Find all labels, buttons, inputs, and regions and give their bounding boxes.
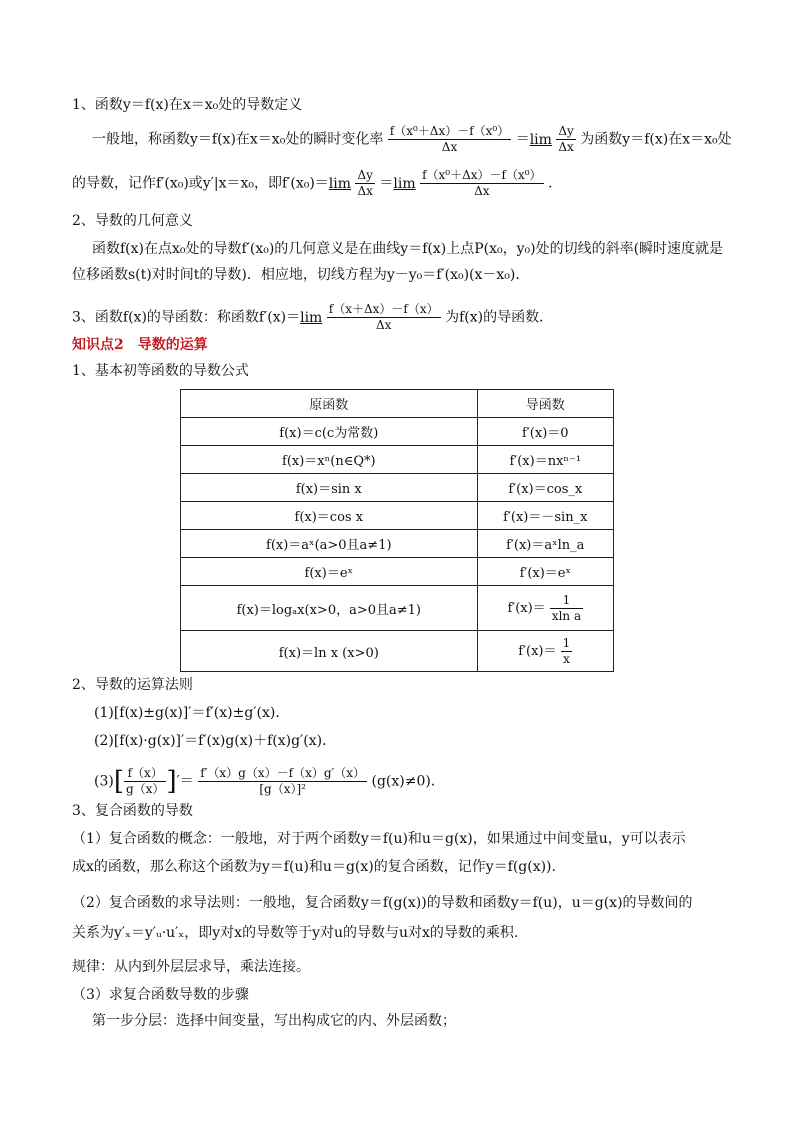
knowledge-point-2-heading: 知识点2 导数的运算 xyxy=(72,337,208,353)
basic-formulas-title: 1、基本初等函数的导数公式 xyxy=(72,363,249,379)
derived-function-text-end: 为f(x)的导函数． xyxy=(445,309,554,326)
prime-equals: ′＝ xyxy=(176,773,194,790)
table-row xyxy=(181,502,614,530)
derived-function-quotient xyxy=(327,302,441,333)
fraction-denominator: xln a xyxy=(551,608,582,623)
log-derivative-fraction xyxy=(550,593,583,624)
header-derivative-function: 导函数 xyxy=(477,390,613,418)
fraction-numerator: f（x⁰＋Δx）－f（x⁰） xyxy=(422,168,542,182)
period: . xyxy=(548,175,553,192)
fraction-denominator: Δx xyxy=(357,184,373,198)
table-cell: f(x)＝eˣ xyxy=(181,558,478,586)
table-cell xyxy=(477,586,613,631)
limit-symbol: lim xyxy=(393,175,416,192)
table-cell: f(x)＝aˣ(a>0且a≠1) xyxy=(181,530,478,558)
table-row xyxy=(181,446,614,474)
left-bracket: [ xyxy=(113,766,124,797)
fraction-denominator: x xyxy=(563,651,570,666)
table-cell: f′(x)＝0 xyxy=(477,418,613,446)
definition-text: 一般地，称函数y＝f(x)在x＝x₀处的瞬时变化率 xyxy=(92,131,384,148)
composite-pattern: 规律：从内到外层层求导，乘法连接。 xyxy=(72,959,310,975)
table-cell: f(x)＝ln x (x>0) xyxy=(181,631,478,672)
right-bracket: ] xyxy=(166,766,177,797)
section-1-title: 1、函数y＝f(x)在x＝x₀处的导数定义 xyxy=(72,97,303,113)
section-2-para-2: 位移函数s(t)对时间t的导数)．相应地，切线方程为y－y₀＝f′(x₀)(x－x₀)． xyxy=(72,267,530,283)
table-row xyxy=(181,418,614,446)
rule-2: (2)[f(x)·g(x)]′＝f′(x)g(x)＋f(x)g′(x)． xyxy=(94,733,337,749)
derivative-prefix: f′(x)＝ xyxy=(507,600,546,616)
table-cell: f′(x)＝cos_x xyxy=(477,474,613,502)
section-1-para-2 xyxy=(72,168,722,199)
composite-concept-line-1: （1）复合函数的概念：一般地，对于两个函数y＝f(u)和u＝g(x)，如果通过中间变量u，y可以表示 xyxy=(72,831,686,847)
fraction-numerator: 1 xyxy=(550,593,583,609)
rule-number: (3) xyxy=(94,773,114,790)
table-cell: f(x)＝c(c为常数) xyxy=(181,418,478,446)
rule-1: (1)[f(x)±g(x)]′＝f′(x)±g′(x)． xyxy=(94,705,290,721)
table-cell: f′(x)＝aˣln_a xyxy=(477,530,613,558)
fraction-denominator: [g（x）]² xyxy=(259,782,306,796)
composite-concept-line-2: 成x的函数，那么称这个函数为y＝f(u)和u＝g(x)的复合函数，记作y＝f(g(x)). xyxy=(72,859,556,875)
difference-quotient xyxy=(388,124,511,155)
composite-rule-line-1: （2）复合函数的求导法则：一般地，复合函数y＝f(g(x))的导数和函数y＝f(u)，u＝g(x)的导数间的 xyxy=(72,895,693,911)
rule-condition: (g(x)≠0)． xyxy=(371,773,445,790)
quotient-fraction xyxy=(124,766,166,797)
limit-symbol: lim xyxy=(529,131,552,148)
table-row xyxy=(181,530,614,558)
dy-dx-fraction xyxy=(355,168,374,199)
fraction-numerator: f′（x）g（x）－f（x）g′（x） xyxy=(200,766,366,780)
table-cell: f(x)＝cos x xyxy=(181,502,478,530)
limit-symbol: lim xyxy=(300,309,323,326)
table-cell: f(x)＝xⁿ(n∈Q*) xyxy=(181,446,478,474)
section-2-para-1: 函数f(x)在点x₀处的导数f′(x₀)的几何意义是在曲线y＝f(x)上点P(x₀，y₀)处的切线的斜率(瞬时速度就是 xyxy=(92,241,724,257)
table-cell: f(x)＝sin x xyxy=(181,474,478,502)
fraction-denominator: Δx xyxy=(474,184,490,198)
fraction-numerator: f（x） xyxy=(124,766,166,782)
section-3-line xyxy=(72,302,722,333)
derivative-prefix: f′(x)＝ xyxy=(518,643,557,659)
equals-sign: ＝ xyxy=(379,175,394,192)
fraction-denominator: Δx xyxy=(375,318,392,332)
table-row xyxy=(181,631,614,672)
dy-dx-fraction xyxy=(556,124,575,155)
difference-quotient xyxy=(420,168,543,199)
table-cell: f′(x)＝eˣ xyxy=(477,558,613,586)
section-1-para-1 xyxy=(92,124,732,155)
quotient-rule-fraction xyxy=(198,766,367,797)
table-cell: f′(x)＝－sin_x xyxy=(477,502,613,530)
fraction-denominator: Δx xyxy=(441,140,458,154)
fraction-denominator: Δx xyxy=(558,140,574,154)
table-cell xyxy=(477,631,613,672)
definition-text-end: 为函数y＝f(x)在x＝x₀处 xyxy=(580,131,732,148)
table-row xyxy=(181,474,614,502)
derivative-notation-text: 的导数，记作f′(x₀)或y′|x＝x₀，即f′(x₀)＝ xyxy=(72,175,329,192)
equals-sign: ＝ xyxy=(515,131,530,148)
composite-steps-title: （3）求复合函数导数的步骤 xyxy=(72,987,249,1003)
composite-step-1: 第一步分层：选择中间变量，写出构成它的内、外层函数； xyxy=(92,1013,456,1029)
fraction-numerator: Δy xyxy=(357,168,373,182)
table-row xyxy=(181,586,614,631)
table-row xyxy=(181,558,614,586)
fraction-numerator: f（x＋Δx）－f（x） xyxy=(328,302,439,316)
fraction-numerator: f（x⁰＋Δx）－f（x⁰） xyxy=(389,124,510,138)
derivative-formula-table-wrap xyxy=(180,389,614,672)
section-2-title: 2、导数的几何意义 xyxy=(72,213,193,229)
rule-3 xyxy=(94,766,722,797)
limit-symbol: lim xyxy=(328,175,352,192)
header-original-function: 原函数 xyxy=(181,390,478,418)
rules-title: 2、导数的运算法则 xyxy=(72,677,193,693)
table-cell: f(x)＝logₐx(x>0，a>0且a≠1) xyxy=(181,586,478,631)
composite-title: 3、复合函数的导数 xyxy=(72,803,193,819)
fraction-numerator: 1 xyxy=(562,635,571,650)
fraction-denominator: g（x） xyxy=(126,782,165,796)
derived-function-text: 3、函数f(x)的导函数：称函数f′(x)＝ xyxy=(72,309,301,326)
composite-rule-line-2: 关系为y′ₓ＝y′ᵤ·u′ₓ，即y对x的导数等于y对u的导数与u对x的导数的乘积. xyxy=(72,925,519,941)
fraction-numerator: Δy xyxy=(558,124,574,138)
table-header-row xyxy=(181,390,614,418)
derivative-formula-table xyxy=(180,389,614,672)
table-cell: f′(x)＝nxⁿ⁻¹ xyxy=(477,446,613,474)
ln-derivative-fraction xyxy=(561,636,573,667)
